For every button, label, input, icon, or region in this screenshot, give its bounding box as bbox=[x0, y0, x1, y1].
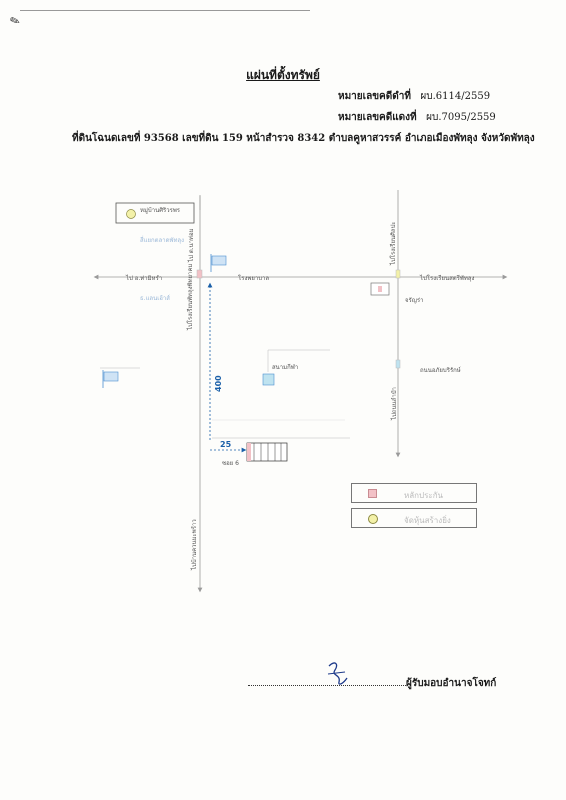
traffic-light-icon bbox=[197, 270, 202, 278]
black-case-value: ผบ.6114/2559 bbox=[420, 91, 491, 102]
flag-icon bbox=[211, 254, 226, 272]
collateral-marker-icon bbox=[247, 443, 251, 461]
bottom-left-road-label: ไปบ้านควนมะพร้าว bbox=[191, 519, 198, 570]
top-left-road-label: ไป ต.นาท่อม bbox=[188, 228, 195, 262]
hospital-label: โรงพยาบาล bbox=[238, 275, 270, 282]
to-ay-label: ไป อ.ท่ามิหรำ bbox=[126, 275, 163, 282]
black-case-label: หมายเลขคดีดำที่ bbox=[338, 91, 411, 102]
traffic-light-icon bbox=[396, 270, 400, 278]
market-label: จรัญร่า bbox=[405, 297, 424, 304]
collateral-plot bbox=[247, 443, 287, 461]
collateral-square-icon bbox=[368, 489, 377, 498]
lane-label: ซอย 6 bbox=[222, 460, 239, 467]
village-circle-icon bbox=[127, 210, 136, 219]
red-case-value: ผบ.7095/2559 bbox=[426, 112, 496, 123]
center-label: สนามกีฬา bbox=[272, 364, 299, 371]
village-box bbox=[116, 203, 194, 223]
right-label-2: ถนนอภัยบริรักษ์ bbox=[420, 367, 461, 374]
hospital-icon bbox=[371, 283, 389, 295]
scan-mark: ✎ bbox=[7, 12, 23, 30]
legend-collateral-label: หลักประกัน bbox=[404, 491, 444, 500]
signature-line bbox=[248, 684, 406, 686]
land-description: ที่ดินโฉนดเลขที่ 93568 เลขที่ดิน 159 หน้าสำรวจ 8342 ตำบลคูหาสวรรค์ อำเภอเมืองพัทลุง จังหวัดพัทลุง bbox=[72, 133, 535, 144]
flag-icon bbox=[100, 368, 140, 388]
to-prov-label: ไปโรงเรียนสตรีพัทลุง bbox=[420, 275, 475, 282]
left-road-label: ไปโรงเรียนพัทลุงพิทยาคม bbox=[187, 263, 194, 330]
school-label: ธ.แลนเฮ้าส์ bbox=[140, 295, 170, 302]
circle-marker-icon bbox=[368, 514, 378, 524]
signature-label: ผู้รับมอบอำนาจโจทก์ bbox=[406, 678, 497, 689]
legend-circle-label: จัดหุ้นสร้างยิ่ง bbox=[404, 516, 451, 525]
distance-horizontal: 25 bbox=[220, 440, 232, 449]
top-right-road-label: ไปโรงเรียนศิลปะ bbox=[390, 221, 397, 265]
distance-vertical: 400 bbox=[214, 375, 223, 392]
traffic-light-icon bbox=[396, 360, 400, 368]
document-title: แผ่นที่ตั้งทรัพย์ bbox=[246, 68, 320, 82]
village-label: หมู่บ้านศิริวรพร bbox=[140, 207, 180, 214]
right-road-label: ไปถนนลำปำ bbox=[391, 387, 398, 420]
legend-circle bbox=[351, 508, 477, 528]
intersection-label: สี่แยกตลาดพัทลุง bbox=[140, 237, 185, 244]
red-case-label: หมายเลขคดีแดงที่ bbox=[338, 112, 417, 123]
legend-collateral bbox=[351, 483, 477, 503]
